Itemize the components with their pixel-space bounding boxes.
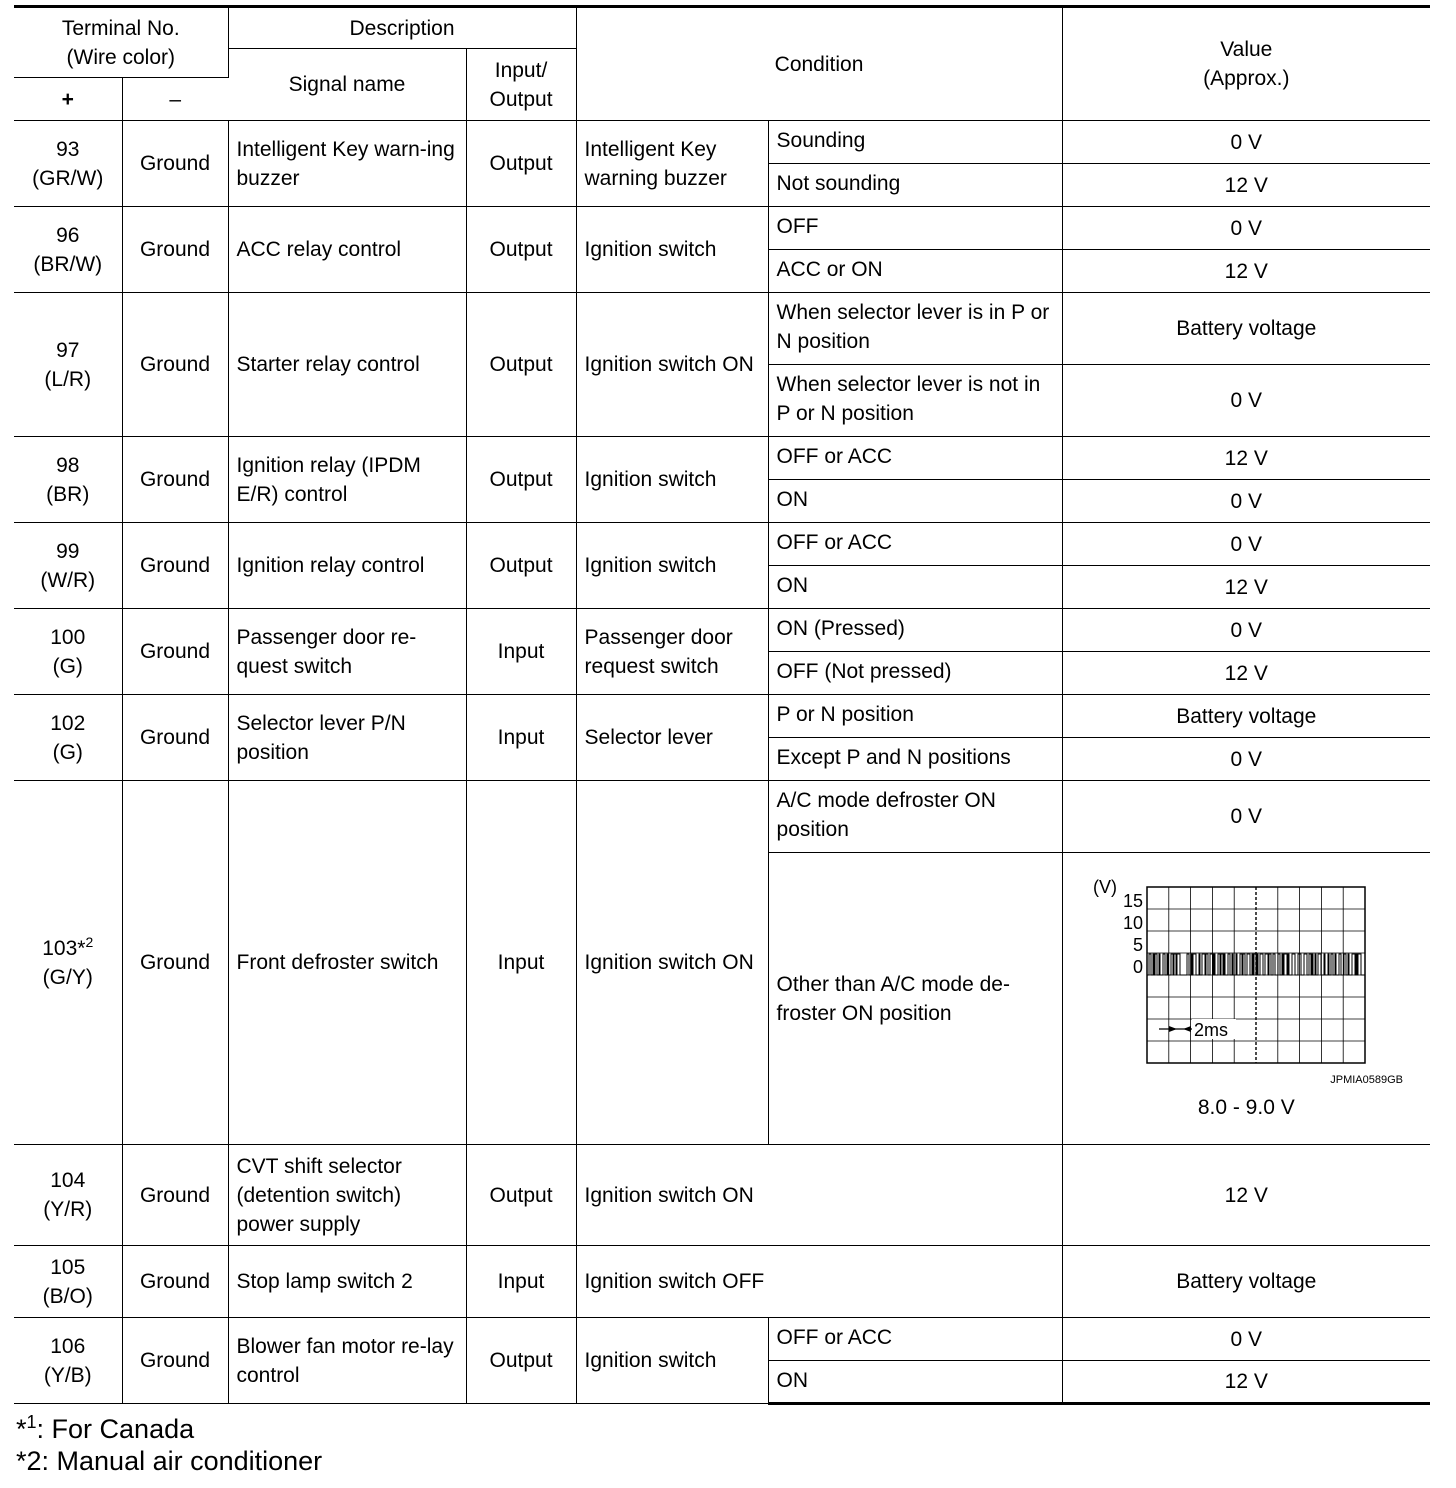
waveform-ytick: 15: [1123, 891, 1144, 911]
condition-state: Except P and N positions: [768, 738, 1062, 781]
value-cell: Battery voltage: [1062, 1246, 1430, 1318]
value-cell: 12 V: [1062, 566, 1430, 609]
condition-state: ON (Pressed): [768, 609, 1062, 652]
waveform-trace: [1147, 954, 1365, 975]
minus-cell: Ground: [122, 1145, 228, 1246]
value-cell: 12 V: [1062, 250, 1430, 293]
condition-cell: Ignition switch ON: [576, 1145, 1062, 1246]
description-header: Description: [228, 7, 576, 49]
value-cell: 0 V: [1062, 781, 1430, 853]
terminal-cell: [14, 1246, 122, 1318]
waveform-value: 8.0 - 9.0 V: [1197, 1096, 1295, 1119]
time-scale-label: 2ms: [1194, 1020, 1229, 1040]
minus-cell: Ground: [122, 1318, 228, 1404]
signal-name: Ignition relay control: [228, 523, 466, 609]
condition-cell: Ignition switch OFF: [576, 1246, 1062, 1318]
io-cell: Output: [466, 437, 576, 523]
terminal-cell: [14, 293, 122, 437]
value-cell: 0 V: [1062, 480, 1430, 523]
condition-state: P or N position: [768, 695, 1062, 738]
minus-cell: Ground: [122, 293, 228, 437]
condition-state: When selector lever is not in P or N position: [768, 365, 1062, 437]
condition-state: ON: [768, 1361, 1062, 1404]
condition-state: ACC or ON: [768, 250, 1062, 293]
wire-color: (W/R): [40, 568, 96, 592]
value-header: [1062, 7, 1430, 121]
io-cell: Input: [466, 695, 576, 781]
io-cell: Input: [466, 609, 576, 695]
wire-color: (L/R): [44, 367, 92, 391]
condition-state: OFF (Not pressed): [768, 652, 1062, 695]
condition-cell: Passenger door request switch: [576, 609, 768, 695]
condition-state: ON: [768, 566, 1062, 609]
value-cell: 0 V: [1062, 738, 1430, 781]
pulse-trace-path: [1147, 954, 1365, 975]
value-cell: 12 V: [1062, 164, 1430, 207]
signal-name: Selector lever P/N position: [228, 695, 466, 781]
signal-name-header: Signal name: [228, 49, 466, 121]
signal-name: Blower fan motor re-lay control: [228, 1318, 466, 1404]
condition-cell: Ignition switch ON: [576, 293, 768, 437]
wire-color-label: (Wire color): [66, 45, 175, 69]
waveform-ytick: 5: [1133, 935, 1144, 955]
value-cell: Battery voltage: [1062, 293, 1430, 365]
signal-name: Intelligent Key warn-ing buzzer: [228, 121, 466, 207]
signal-name: Front defroster switch: [228, 781, 466, 1145]
io-cell: Output: [466, 207, 576, 293]
condition-state: OFF or ACC: [768, 437, 1062, 480]
value-cell: 0 V: [1062, 609, 1430, 652]
condition-header: Condition: [576, 7, 1062, 121]
value-cell: 12 V: [1062, 1361, 1430, 1404]
footnote-2: *2: Manual air conditioner: [16, 1446, 323, 1476]
terminal-number: 105: [50, 1255, 86, 1279]
condition-cell: Selector lever: [576, 695, 768, 781]
io-cell: Input: [466, 781, 576, 1145]
condition-cell: Ignition switch: [576, 207, 768, 293]
condition-cell: Ignition switch: [576, 437, 768, 523]
value-cell: 0 V: [1062, 1318, 1430, 1361]
signal-name: ACC relay control: [228, 207, 466, 293]
terminal-spec-table: [14, 5, 1430, 1405]
value-cell: 12 V: [1062, 1145, 1430, 1246]
terminal-cell: [14, 609, 122, 695]
terminal-number: 98: [56, 453, 80, 477]
terminal-cell: [14, 121, 122, 207]
minus-cell: Ground: [122, 781, 228, 1145]
condition-cell: Ignition switch: [576, 1318, 768, 1404]
signal-name: CVT shift selector (detention switch) power supply: [228, 1145, 466, 1246]
condition-state: Sounding: [768, 121, 1062, 164]
signal-name: Starter relay control: [228, 293, 466, 437]
terminal-no-label: Terminal No.: [61, 16, 180, 40]
terminal-number: 97: [56, 338, 80, 362]
value-cell: 12 V: [1062, 437, 1430, 480]
minus-cell: Ground: [122, 609, 228, 695]
condition-state: OFF: [768, 207, 1062, 250]
terminal-number: 99: [56, 539, 80, 563]
waveform-unit: (V): [1093, 877, 1118, 897]
plus-header: +: [14, 78, 122, 121]
oscilloscope-waveform: [1081, 877, 1411, 1087]
signal-name: Stop lamp switch 2: [228, 1246, 466, 1318]
terminal-number: 106: [50, 1334, 86, 1358]
footnote-1-number: 1: [26, 1412, 37, 1432]
condition-state: A/C mode defroster ON position: [768, 781, 1062, 853]
terminal-number: 104: [50, 1169, 86, 1192]
value-cell: 12 V: [1062, 652, 1430, 695]
minus-cell: Ground: [122, 695, 228, 781]
terminal-number: 100: [50, 625, 86, 649]
terminal-number: 102: [50, 711, 86, 735]
value-cell: Battery voltage: [1062, 695, 1430, 738]
image-code: JPMIA0589GB: [1330, 1074, 1404, 1086]
io-cell: Output: [466, 1145, 576, 1246]
condition-cell: Ignition switch ON: [576, 781, 768, 1145]
footnotes: [16, 1413, 322, 1477]
io-cell: Output: [466, 121, 576, 207]
condition-state: OFF or ACC: [768, 523, 1062, 566]
signal-name: Passenger door re-quest switch: [228, 609, 466, 695]
io-label-line1: Input/: [494, 58, 548, 82]
footnote-1: *$^1$: For Canada: [16, 1412, 195, 1444]
io-cell: Output: [466, 1318, 576, 1404]
wire-color: (BR): [46, 482, 90, 506]
wire-color: (Y/R): [43, 1198, 93, 1221]
terminal-cell: [14, 437, 122, 523]
terminal-number: 93: [56, 137, 80, 161]
value-cell: 0 V: [1062, 365, 1430, 437]
minus-cell: Ground: [122, 437, 228, 523]
signal-name: Ignition relay (IPDM E/R) control: [228, 437, 466, 523]
terminal-cell: [14, 781, 122, 1145]
waveform-value-cell: [1062, 853, 1430, 1145]
terminal-cell: [14, 695, 122, 781]
wire-color: (B/O): [42, 1284, 93, 1308]
io-cell: Output: [466, 293, 576, 437]
value-cell: 0 V: [1062, 523, 1430, 566]
condition-cell: Intelligent Key warning buzzer: [576, 121, 768, 207]
wire-color: (G): [52, 654, 83, 678]
condition-state: Not sounding: [768, 164, 1062, 207]
minus-cell: Ground: [122, 207, 228, 293]
terminal-footnote: 2: [85, 933, 94, 950]
value-cell: 0 V: [1062, 207, 1430, 250]
wire-color: (G/Y): [42, 965, 93, 989]
wire-color: (Y/B): [43, 1363, 92, 1387]
terminal-cell: [14, 207, 122, 293]
wire-color: (BR/W): [33, 252, 103, 276]
condition-state: Other than A/C mode de-froster ON position: [768, 853, 1062, 1145]
terminal-no-header: [14, 7, 228, 78]
condition-state: ON: [768, 480, 1062, 523]
terminal-number: 96: [56, 223, 80, 247]
terminal-cell: [14, 1145, 122, 1246]
minus-cell: Ground: [122, 1246, 228, 1318]
minus-header: –: [122, 78, 228, 121]
terminal-cell: [14, 1318, 122, 1404]
minus-cell: Ground: [122, 523, 228, 609]
waveform-ytick: 0: [1133, 957, 1144, 977]
minus-cell: Ground: [122, 121, 228, 207]
wire-color: (GR/W): [32, 166, 104, 190]
waveform-ytick: 10: [1123, 913, 1144, 933]
condition-state: OFF or ACC: [768, 1318, 1062, 1361]
condition-state: When selector lever is in P or N position: [768, 293, 1062, 365]
approx-label: (Approx.): [1203, 67, 1290, 90]
condition-cell: Ignition switch: [576, 523, 768, 609]
value-label: Value: [1220, 38, 1273, 61]
io-cell: Output: [466, 523, 576, 609]
io-header: [466, 49, 576, 121]
footnote-1-text: : For Canada: [36, 1414, 195, 1444]
io-cell: Input: [466, 1246, 576, 1318]
value-cell: 0 V: [1062, 121, 1430, 164]
terminal-number: 103*: [42, 936, 86, 960]
io-label-line2: Output: [489, 87, 553, 111]
terminal-cell: [14, 523, 122, 609]
wire-color: (G): [52, 740, 83, 764]
